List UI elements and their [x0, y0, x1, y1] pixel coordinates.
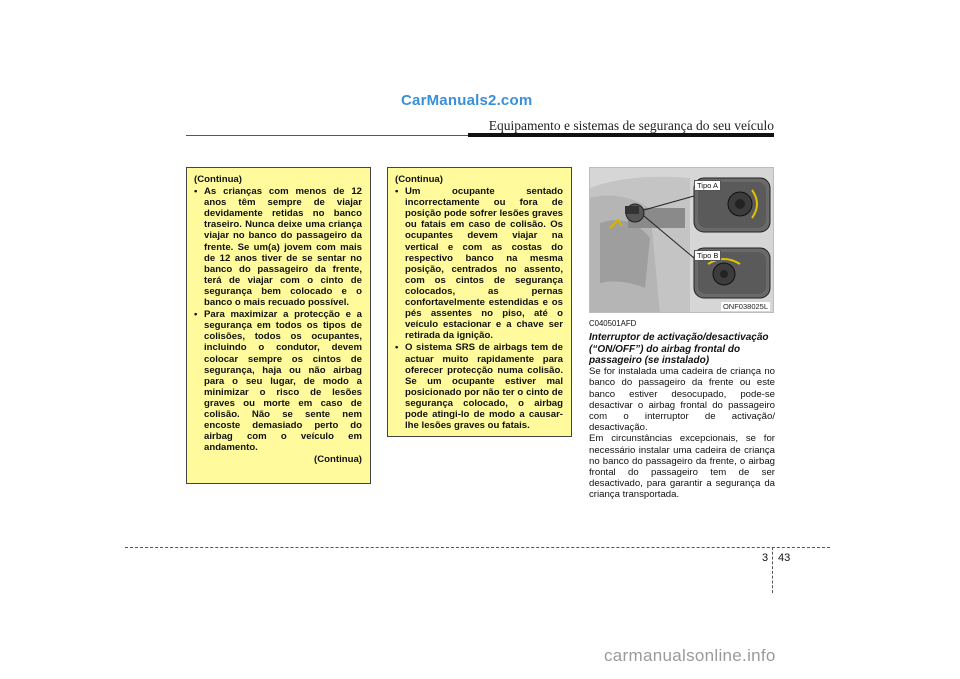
box-continua-footer: (Continua)	[314, 454, 362, 466]
warning-item-text: Para maximizar a protecção e a segurança em todos os tipos de colisões, todos os ocupantes, incluindo o condutor, devem colocar sempre os cintos de segurança, haja ou não airbag para o seu lugar, de modo a minimizar o risco de lesões graves ou morte em caso de colisão. Não se sente nem encoste demasiado perto do airbag com o veículo em andamento.	[204, 309, 362, 454]
bullet-icon: •	[194, 309, 198, 321]
warning-item	[194, 309, 362, 453]
watermark-top: CarManuals2.com	[401, 92, 533, 109]
warning-list	[395, 186, 563, 431]
box-continua-label: (Continua)	[395, 174, 443, 185]
warning-item-text: O sistema SRS de airbags tem de actuar muito rapidamente para oferecer protecção numa colisão. Se um ocupante estiver mal posicionado por não ter o cinto de segurança colocado, o airbag pode atingi-lo de modo a causar-lhe lesões graves ou fatais.	[405, 342, 563, 432]
bullet-icon: •	[194, 186, 198, 198]
section-code: C040501AFD	[589, 319, 637, 328]
warning-item	[395, 342, 563, 431]
box-continua-label: (Continua)	[194, 174, 242, 185]
warning-box-2	[387, 167, 572, 437]
warning-box-1	[186, 167, 371, 484]
warning-item-text: As crianças com menos de 12 anos têm sempre de viajar devidamente retidas no banco traseiro. Nunca deixe uma criança viajar no banco do passageiro da frente. Se um(a) jovem com mais de 12 anos tiver de se sentar no banco do passageiro da frente, terá de viajar com o cinto de segurança bem colocado e o banco o mais recuado possível.	[204, 186, 362, 309]
section-number: 3	[762, 552, 769, 564]
page-header-title: Equipamento e sistemas de segurança do seu veículo	[488, 118, 774, 133]
footer-rule	[125, 547, 830, 548]
header-rule	[186, 135, 468, 136]
section-subtitle: Interruptor de activação/desactivação (“ON/OFF”) do airbag frontal do passageiro (se instalado)	[589, 332, 769, 366]
header-rule-bold	[468, 133, 774, 137]
warning-item	[194, 186, 362, 308]
tipo-a-label: Tipo A	[694, 180, 721, 191]
airbag-switch-illustration	[589, 167, 774, 313]
section-paragraph: Em circunstâncias excepcionais, se for necessário instalar uma cadeira de criança no banco do passageiro da frente, o airbag frontal do passageiro tem de ser desactivado, para garantir a segurança da criança transportada.	[589, 433, 775, 501]
page-number: 43	[778, 552, 791, 564]
section-paragraph: Se for instalada uma cadeira de criança no banco do passageiro da frente ou este banco estiver desocupado, pode-se desactivar o airbag frontal do passageiro com o interruptor de activação/ desactivação.	[589, 366, 775, 434]
warning-item-text: Um ocupante sentado incorrectamente ou fora de posição pode sofrer lesões graves ou fatais em caso de colisão. Os ocupantes devem viajar na vertical e com as costas do respectivo banco na mesma posição, centrados no assento, com os cintos de segurança colocados, as pernas confortavelmente estendidas e os pés assentes no piso, até o veículo estacionar e a chave ser retirada da ignição.	[405, 186, 563, 342]
warning-list	[194, 186, 362, 453]
watermark-bottom: carmanualsonline.info	[604, 646, 776, 665]
bullet-icon: •	[395, 342, 399, 354]
warning-item	[395, 186, 563, 341]
figure-code: ONF038025L	[722, 302, 768, 311]
footer-divider	[772, 547, 773, 593]
dashboard-drawing	[590, 168, 774, 313]
tipo-b-label: Tipo B	[694, 250, 721, 261]
section-content	[589, 318, 775, 501]
bullet-icon: •	[395, 186, 399, 198]
